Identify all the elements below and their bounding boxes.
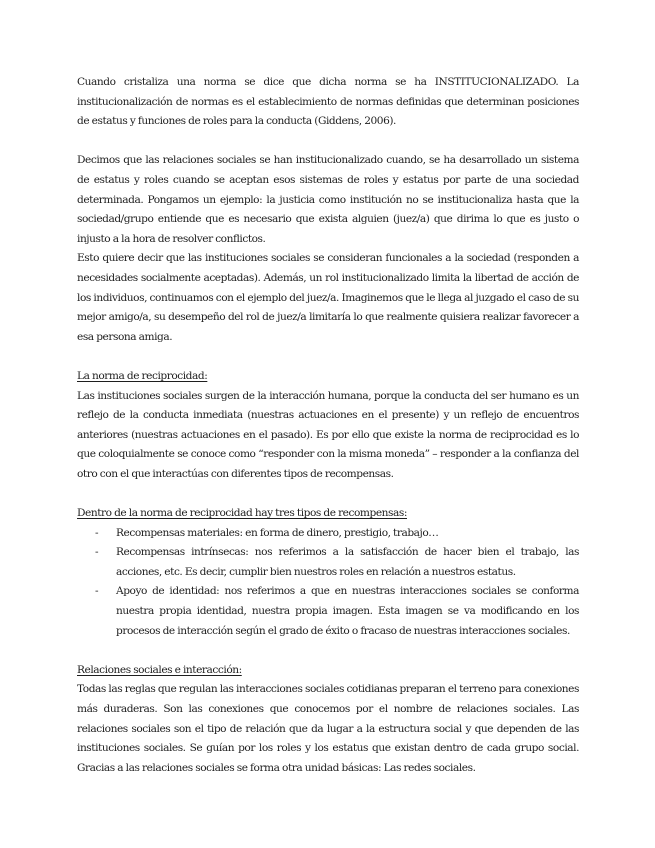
- paragraph-relations-institutionalized: Decimos que las relaciones sociales se han institucionalizado cuando, se ha desarrollado un sistema de estatus y roles cuando se aceptan esos sistemas de roles y estatus por parte de una sociedad determinada. Pongamos un ejemplo: la justicia como institución no se institucionaliza hasta que la sociedad/grupo entiende que es necesario que exista alguien (juez/a) que dirima lo que es justo o injusto a la hora de resolver conflictos.: [77, 154, 579, 245]
- list-item-text: Apoyo de identidad: nos referimos a que en nuestras interacciones sociales se conforma nuestra propia identidad, nuestra propia imagen. Esta imagen se va modificando en los procesos de interacción según el grado de éxito o fracaso de nuestras interacciones sociales.: [116, 585, 579, 637]
- paragraph-functional-institutions: Esto quiere decir que las instituciones sociales se consideran funcionales a la sociedad (responden a necesidades socialmente aceptadas). Además, un rol institucionalizado limita la libertad de acción de los individuos, continuamos con el ejemplo del juez/a. Imaginemos que le llega al juzgado el caso de su mejor amigo/a, su desempeño del rol de juez/a limitaría lo que realmente quisiera realizar favorecer a esa persona amiga.: [77, 252, 579, 343]
- list-bullet: -: [95, 526, 99, 539]
- list-bullet: -: [95, 585, 99, 598]
- paragraph-institutionalization: Cuando cristaliza una norma se dice que dicha norma se ha INSTITUCIONALIZADO. La institucionalización de normas es el establecimiento de normas definidas que determinan posiciones de estatus y funciones de roles para la conducta (Giddens, 2006).: [77, 76, 579, 128]
- heading-rewards: Dentro de la norma de reciprocidad hay tres tipos de recompensas:: [77, 507, 407, 520]
- rewards-list: [77, 524, 579, 642]
- paragraph-spacer: [77, 641, 579, 661]
- list-item-text: Recompensas intrínsecas: nos referimos a la satisfacción de hacer bien el trabajo, las acciones, etc. Es decir, cumplir bien nuestros roles en relación a nuestros estatus.: [116, 546, 579, 578]
- list-item: [77, 582, 579, 641]
- list-bullet: -: [95, 546, 99, 559]
- paragraph-spacer: [77, 347, 579, 367]
- heading-reciprocity: La norma de reciprocidad:: [77, 369, 208, 382]
- paragraph-reciprocity: Las instituciones sociales surgen de la interacción humana, porque la conducta del ser humano es un reflejo de la conducta inmediata (nuestras actuaciones en el presente) y un reflejo de encuentros anteriores (nuestras actuaciones en el pasado). Es por ello que existe la norma de reciprocidad es lo que coloquialmente se conoce como “responder con la misma moneda” – responder a la confianza del otro con el que interactúas con diferentes tipos de recompensas.: [77, 389, 579, 480]
- list-item-text: Recompensas materiales: en forma de dinero, prestigio, trabajo…: [116, 526, 439, 539]
- paragraph-spacer: [77, 484, 579, 504]
- paragraph-social-relations: Todas las reglas que regulan las interacciones sociales cotidianas preparan el terreno para conexiones más duraderas. Son las conexiones que conocemos por el nombre de relaciones sociales. Las relaciones sociales son el tipo de relación que da lugar a la estructura social y que dependen de las instituciones sociales. Se guían por los roles y los estatus que existan dentro de cada grupo social. Gracias a las relaciones sociales se forma otra unidad básicas: Las redes sociales.: [77, 683, 579, 774]
- paragraph-spacer: [77, 132, 579, 152]
- list-item: [77, 524, 579, 544]
- heading-social-relations: Relaciones sociales e interacción:: [77, 663, 242, 676]
- list-item: [77, 543, 579, 582]
